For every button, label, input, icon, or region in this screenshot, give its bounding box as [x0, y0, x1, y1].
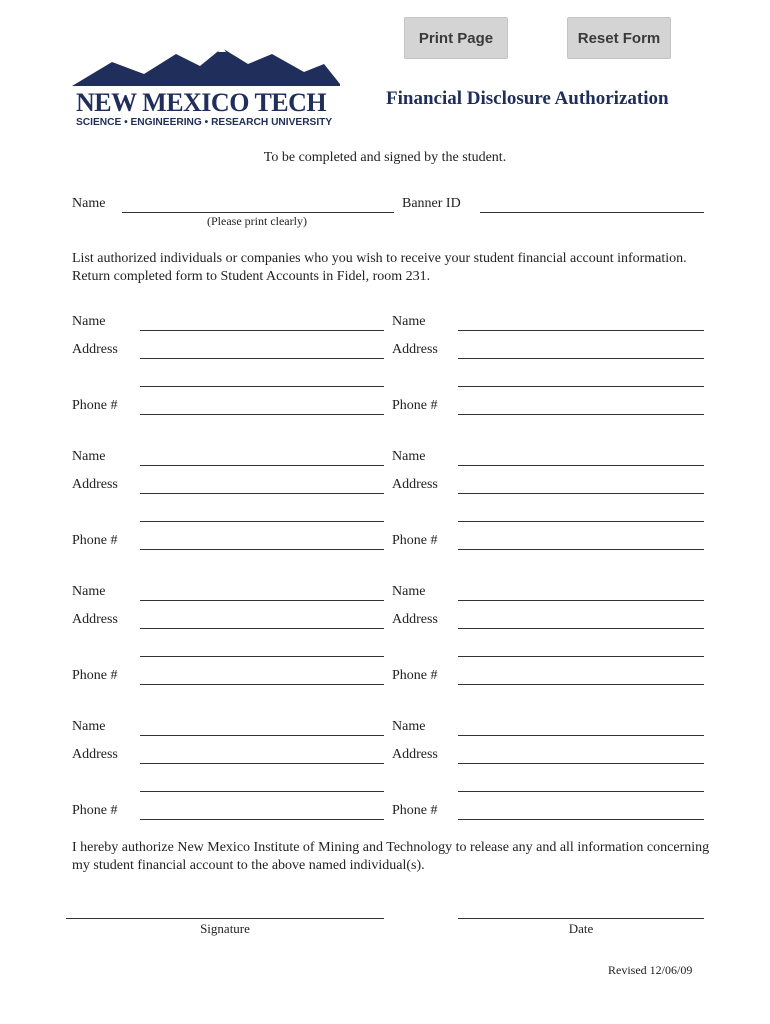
entry-phone-label: Phone #	[392, 533, 438, 548]
entry-phone-label: Phone #	[72, 668, 118, 683]
logo-tagline: SCIENCE • ENGINEERING • RESEARCH UNIVERSITY	[76, 117, 333, 128]
entry-address-line2-field[interactable]	[140, 386, 384, 387]
student-name-field[interactable]	[122, 212, 394, 213]
entry-name-label: Name	[72, 449, 106, 464]
student-name-label: Name	[72, 196, 106, 211]
entry-phone-label: Phone #	[72, 398, 118, 413]
print-page-button[interactable]: Print Page	[404, 17, 508, 59]
entry-phone-field[interactable]	[458, 549, 704, 550]
signature-field[interactable]	[66, 918, 384, 919]
entry-name-label: Name	[392, 449, 426, 464]
entry-address-line2-field[interactable]	[140, 791, 384, 792]
entry-phone-field[interactable]	[140, 819, 384, 820]
entry-name-label: Name	[392, 719, 426, 734]
entry-name-label: Name	[392, 584, 426, 599]
entry-address-label: Address	[72, 612, 118, 627]
entry-address-line2-field[interactable]	[140, 521, 384, 522]
entry-address-field[interactable]	[140, 628, 384, 629]
entry-name-label: Name	[72, 719, 106, 734]
entry-address-label: Address	[72, 747, 118, 762]
entry-address-line2-field[interactable]	[458, 791, 704, 792]
signature-label: Signature	[200, 921, 250, 936]
form-title: Financial Disclosure Authorization	[386, 88, 669, 109]
entry-name-field[interactable]	[458, 735, 704, 736]
entry-address-field[interactable]	[458, 493, 704, 494]
entry-address-label: Address	[72, 477, 118, 492]
entry-address-line2-field[interactable]	[458, 656, 704, 657]
print-clearly-hint: (Please print clearly)	[207, 214, 307, 228]
entry-address-line2-field[interactable]	[140, 656, 384, 657]
entry-address-line2-field[interactable]	[458, 386, 704, 387]
entry-phone-field[interactable]	[458, 819, 704, 820]
entry-address-label: Address	[392, 747, 438, 762]
entry-name-field[interactable]	[140, 735, 384, 736]
reset-form-button[interactable]: Reset Form	[567, 17, 671, 59]
entry-phone-field[interactable]	[458, 414, 704, 415]
banner-id-field[interactable]	[480, 212, 704, 213]
entry-address-line2-field[interactable]	[458, 521, 704, 522]
entry-phone-field[interactable]	[140, 414, 384, 415]
list-intro-text: List authorized individuals or companies who you wish to receive your student financial account information. Return completed form to Student Accounts in Fidel, room 231.	[72, 251, 687, 284]
entry-name-label: Name	[72, 584, 106, 599]
entry-name-field[interactable]	[458, 600, 704, 601]
entry-name-field[interactable]	[458, 465, 704, 466]
entry-address-field[interactable]	[140, 493, 384, 494]
banner-id-label: Banner ID	[402, 196, 461, 211]
entry-phone-label: Phone #	[72, 803, 118, 818]
entry-address-field[interactable]	[458, 358, 704, 359]
entry-name-field[interactable]	[140, 330, 384, 331]
entry-phone-field[interactable]	[140, 549, 384, 550]
date-field[interactable]	[458, 918, 704, 919]
entry-phone-label: Phone #	[392, 803, 438, 818]
entry-name-field[interactable]	[140, 600, 384, 601]
entry-address-field[interactable]	[458, 628, 704, 629]
logo-wordmark: NEW MEXICO TECH	[76, 88, 327, 117]
entry-address-label: Address	[72, 342, 118, 357]
entry-address-label: Address	[392, 342, 438, 357]
entry-name-label: Name	[72, 314, 106, 329]
entry-phone-field[interactable]	[458, 684, 704, 685]
entry-phone-label: Phone #	[72, 533, 118, 548]
revised-date: Revised 12/06/09	[608, 963, 693, 977]
entry-address-field[interactable]	[140, 358, 384, 359]
entry-address-label: Address	[392, 612, 438, 627]
date-label: Date	[568, 921, 594, 936]
instruction-text: To be completed and signed by the student.	[263, 150, 507, 165]
entry-address-field[interactable]	[140, 763, 384, 764]
entry-name-label: Name	[392, 314, 426, 329]
entry-name-field[interactable]	[140, 465, 384, 466]
entry-phone-field[interactable]	[140, 684, 384, 685]
entry-name-field[interactable]	[458, 330, 704, 331]
entry-address-label: Address	[392, 477, 438, 492]
authorization-text: I hereby authorize New Mexico Institute of Mining and Technology to release any and all information concerning my student financial account to the above named individual(s).	[72, 840, 710, 873]
entry-phone-label: Phone #	[392, 668, 438, 683]
entry-phone-label: Phone #	[392, 398, 438, 413]
entry-address-field[interactable]	[458, 763, 704, 764]
